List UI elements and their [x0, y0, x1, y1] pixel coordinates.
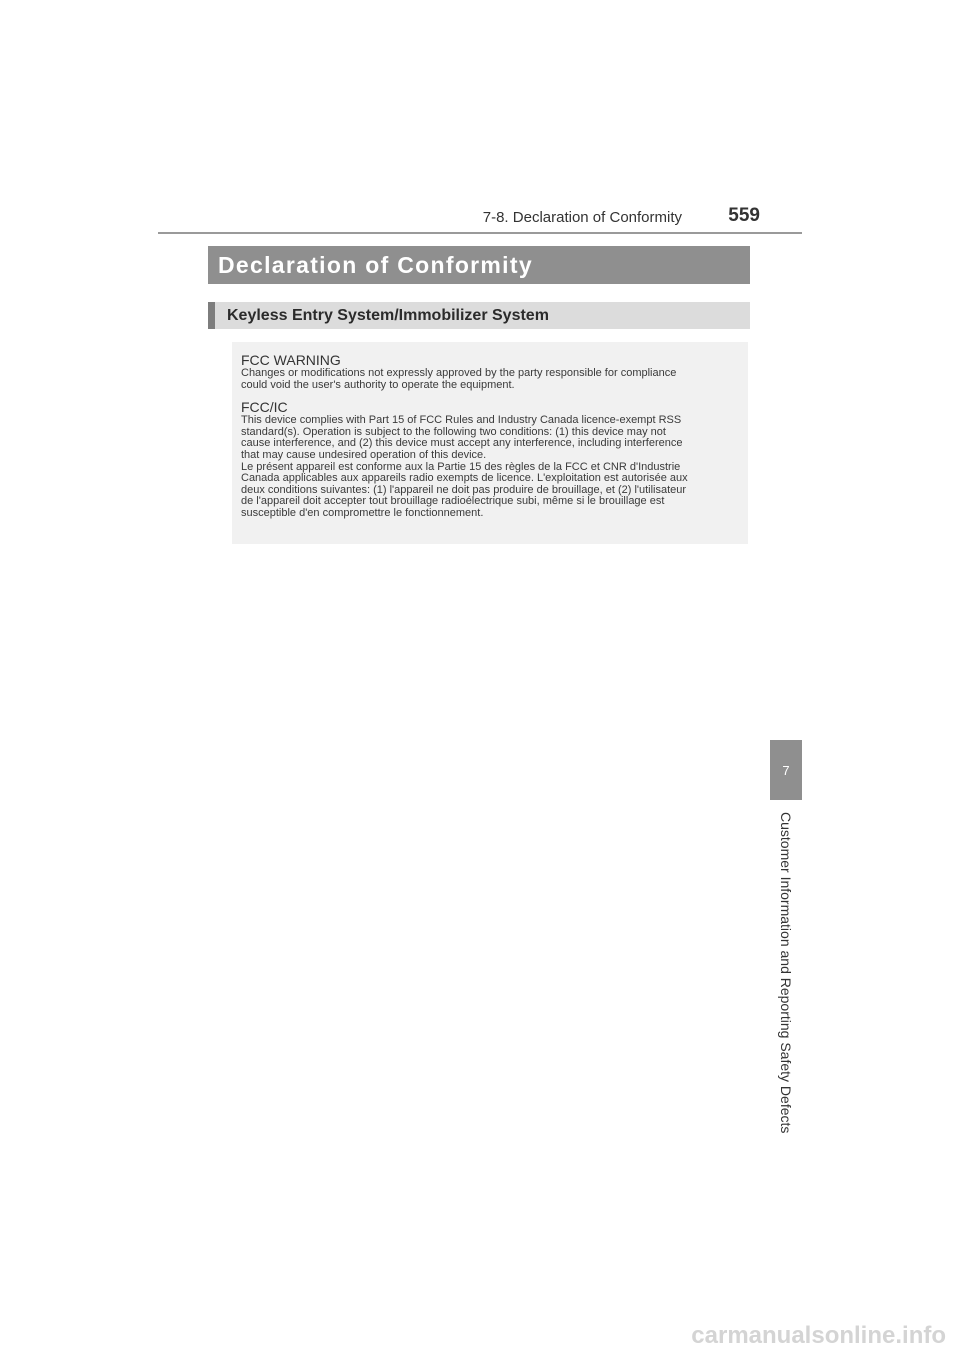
page-number: 559: [728, 205, 760, 226]
fcc-warning-heading: FCC WARNING: [241, 352, 341, 368]
fcc-ic-line: cause interference, and (2) this device must accept any interference, including interference: [241, 437, 683, 450]
subsection-marker: [208, 302, 215, 329]
header-divider: [158, 232, 802, 234]
fcc-ic-line: that may cause undesired operation of this device.: [241, 448, 487, 461]
fcc-ic-line: standard(s). Operation is subject to the following two conditions: (1) this device may not: [241, 425, 666, 438]
running-header: [160, 205, 760, 227]
fcc-ic-line: Le présent appareil est conforme aux la Partie 15 des règles de la FCC et CNR d'Industrie: [241, 460, 681, 473]
chapter-tab-label-area: [770, 800, 802, 1145]
fcc-ic-line: Canada applicables aux appareils radio exempts de licence. L'exploitation est autorisée aux: [241, 472, 688, 485]
fcc-ic-heading: FCC/IC: [241, 399, 288, 416]
fcc-warning-line: could void the user's authority to operate the equipment.: [241, 378, 515, 391]
section-label: 7-8. Declaration of Conformity: [482, 209, 682, 226]
subsection-title-bar: [208, 302, 750, 329]
chapter-number: 7: [782, 762, 790, 778]
fcc-ic-line: deux conditions suivantes: (1) l'appareil ne doit pas produire de brouillage, et (2) l'utilisateur: [241, 483, 687, 496]
watermark: carmanualsonline.info: [691, 1322, 946, 1349]
chapter-title: Customer Information and Reporting Safety Defects: [778, 811, 794, 1134]
page-title: Declaration of Conformity: [218, 251, 533, 278]
fcc-ic-line: de l'appareil doit accepter tout brouillage radioélectrique subi, même si le brouillage est: [241, 495, 665, 508]
chapter-tab: [770, 740, 802, 800]
fcc-ic-line: susceptible d'en compromettre le fonctionnement.: [241, 506, 484, 519]
fcc-statement-image: [232, 342, 748, 544]
subsection-title: Keyless Entry System/Immobilizer System: [227, 306, 549, 324]
fcc-ic-line: This device complies with Part 15 of FCC Rules and Industry Canada licence-exempt RSS: [241, 414, 682, 427]
page-title-bar: [208, 246, 750, 284]
fcc-warning-line: Changes or modifications not expressly approved by the party responsible for compliance: [241, 367, 677, 379]
